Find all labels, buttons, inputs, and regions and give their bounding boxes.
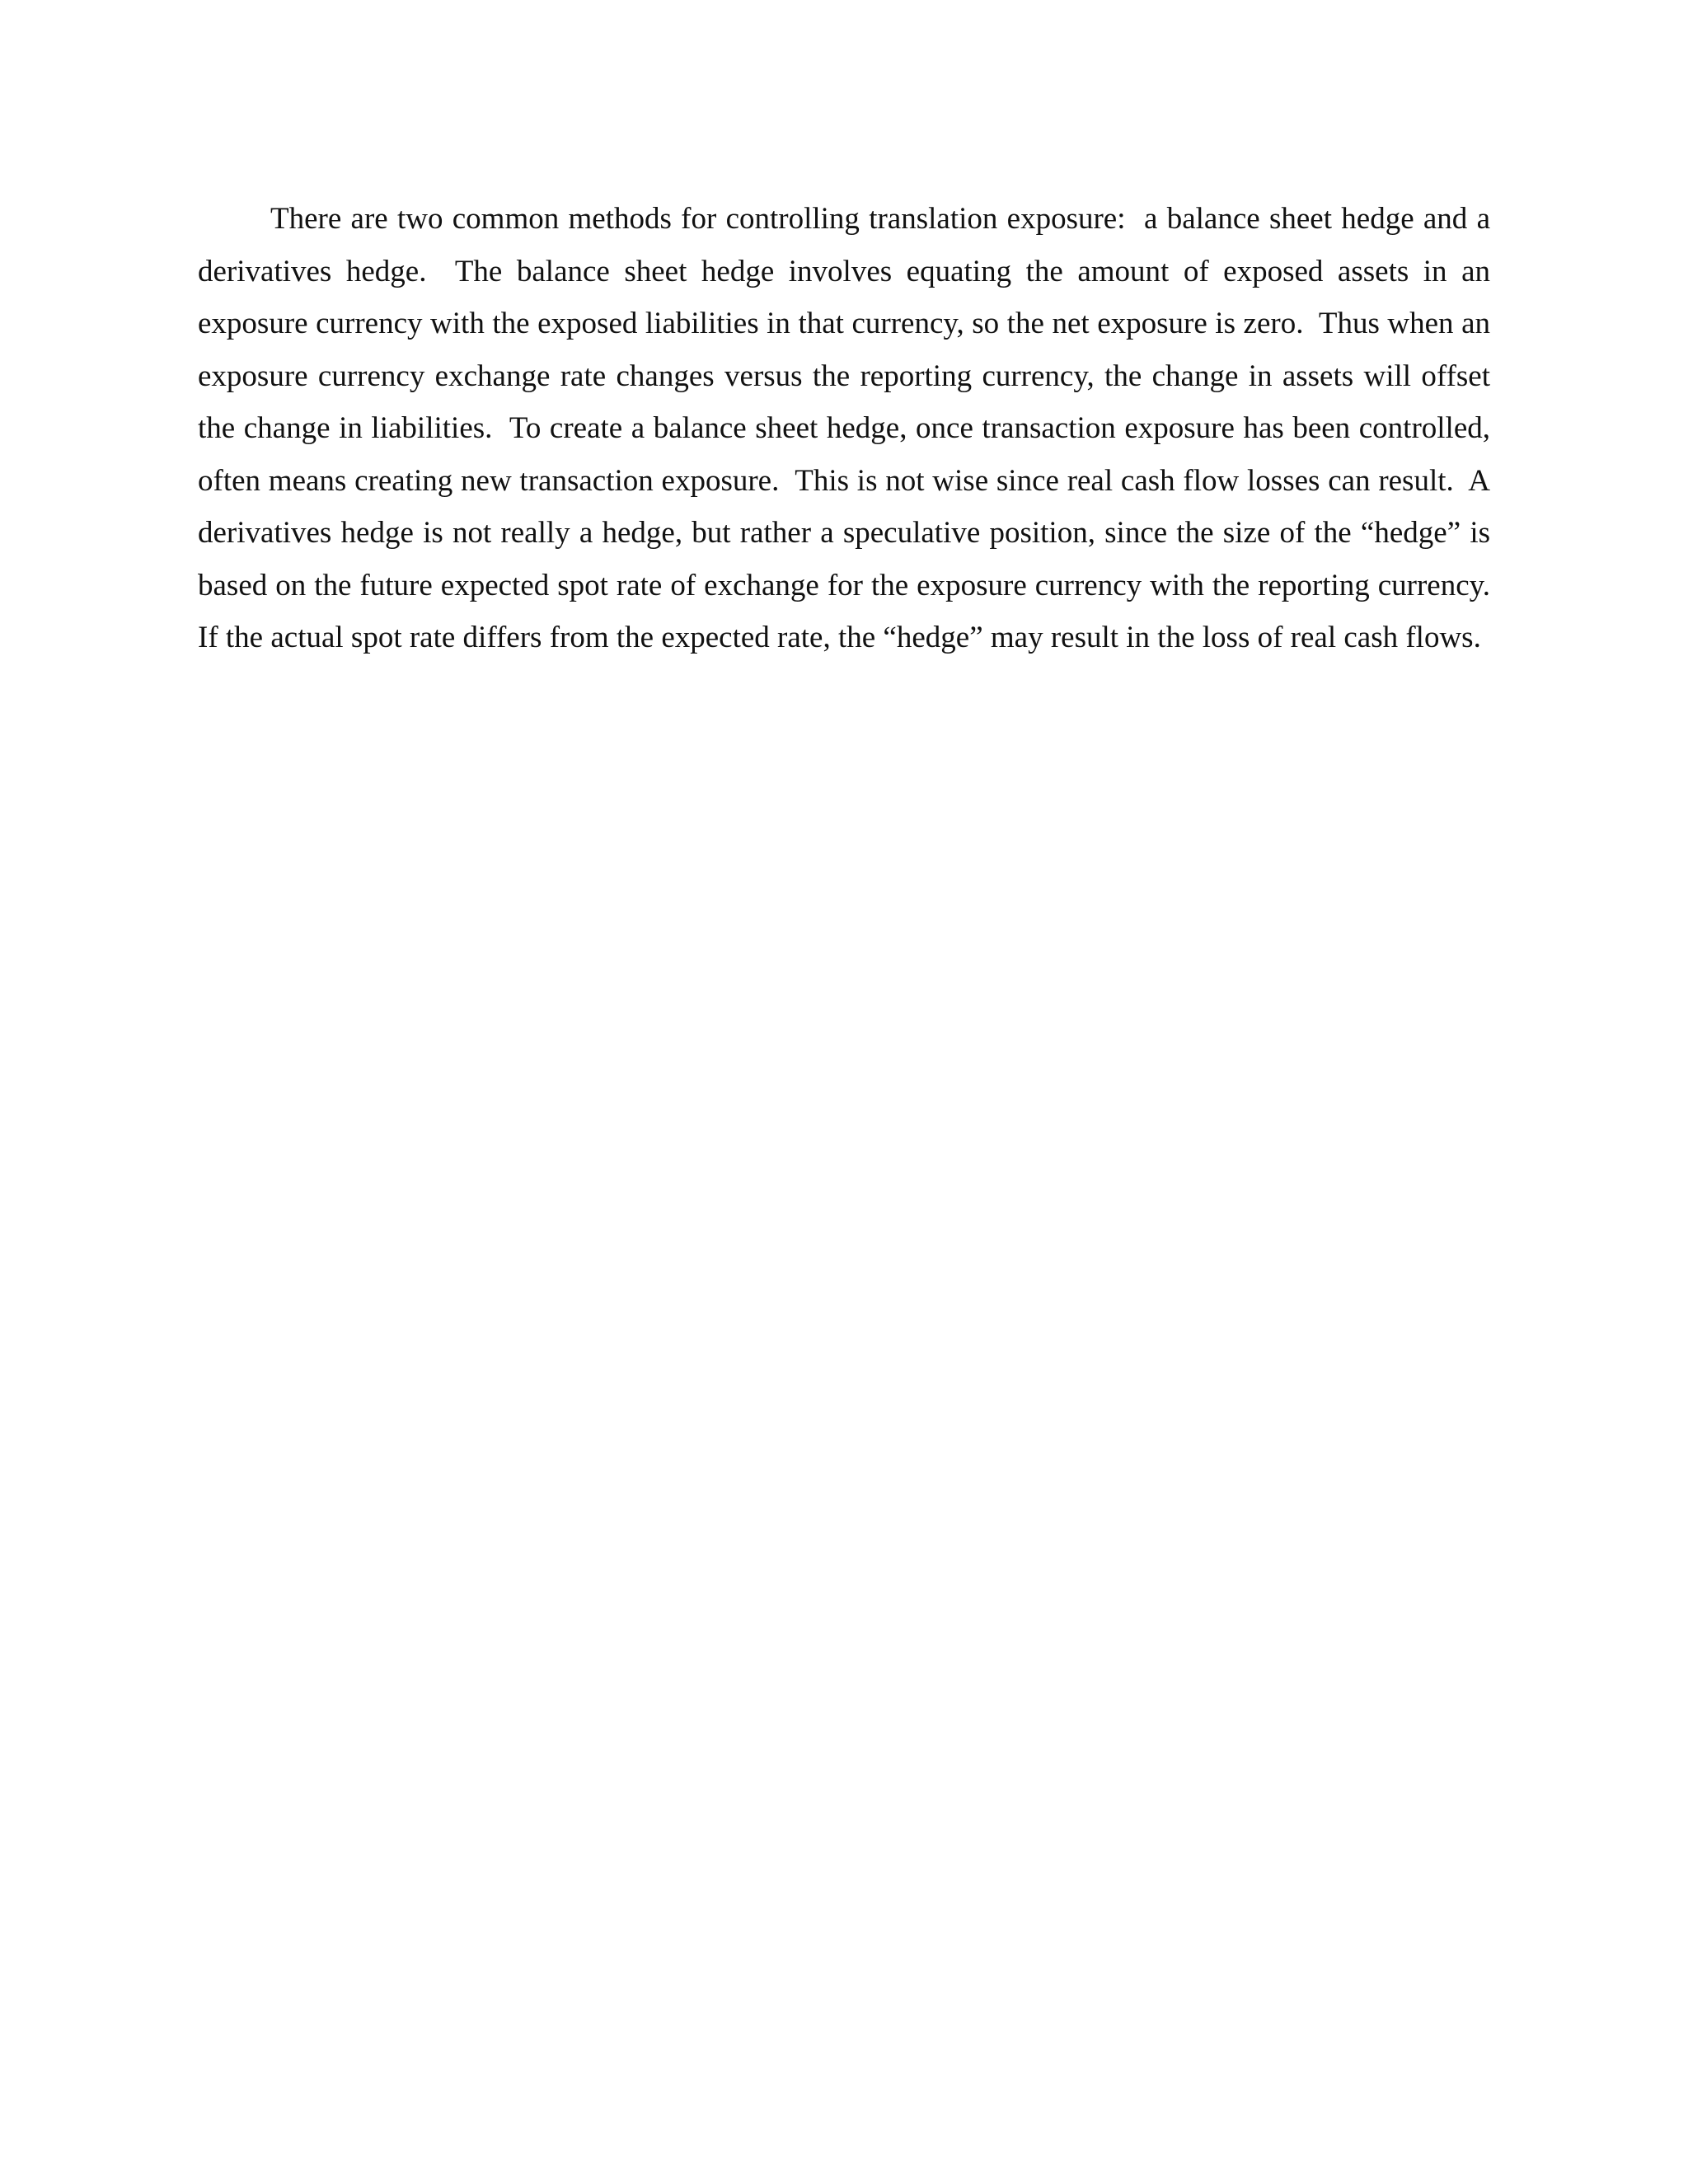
body-paragraph: There are two common methods for controlling translation exposure: a balance sheet hedge and a derivatives hedge. The balance sheet hedge involves equating the amount of exposed assets in an exposure currency with the exposed liabilities in that currency, so the net exposure is zero. Thus when an exposure currency exchange rate changes versus the reporting currency, the change in assets will offset the change in liabilities. To create a balance sheet hedge, once transaction exposure has been controlled, often means creating new transaction exposure. This is not wise since real cash flow losses can result. A derivatives hedge is not really a hedge, but rather a speculative position, since the size of the “hedge” is based on the future expected spot rate of exchange for the exposure currency with the reporting currency. If the actual spot rate differs from the expected rate, the “hedge” may result in the loss of real cash flows. xyxy=(198,202,1506,654)
